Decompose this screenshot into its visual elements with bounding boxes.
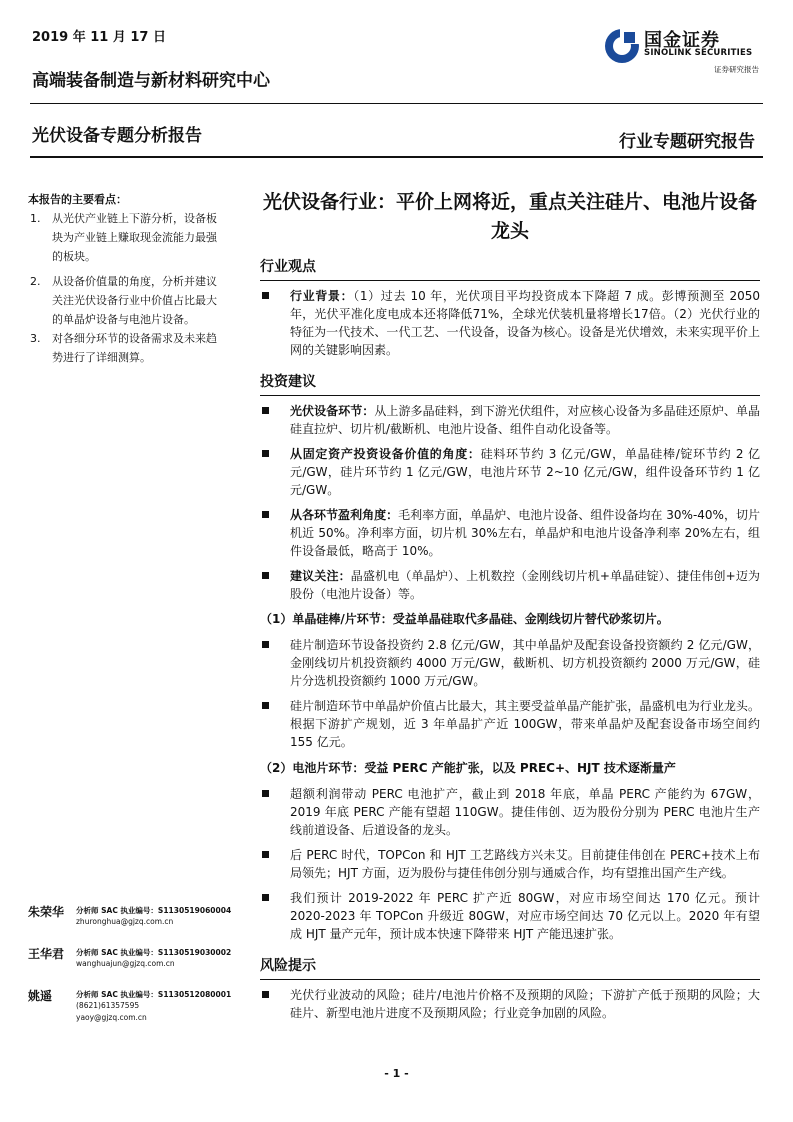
- list-item: 硅片制造环节设备投资约 2.8 亿元/GW，其中单晶炉及配套设备投资额约 2 亿元/GW，金刚线切片机投资额约 4000 万元/GW，截断机、切方机投资额约 2000 万元/GW，硅片分选机投资额约 1000 万元/GW。: [260, 636, 760, 690]
- analyst-entry: [28, 945, 258, 983]
- subheading-wafer: （1）单晶硅棒/片环节：受益单晶硅取代多晶硅、金刚线切片替代砂浆切片。: [260, 612, 669, 626]
- section-heading-risk: 风险提示: [260, 957, 760, 980]
- bullet-square-icon: [262, 292, 269, 299]
- report-type: 行业专题研究报告: [619, 132, 755, 152]
- list-item: 从固定资产投资设备价值的角度：硅料环节约 3 亿元/GW，单晶硅棒/锭环节约 2 亿元/GW，硅片环节约 1 亿元/GW，电池片环节 2~10 亿元/GW，组件设备环节约 1 亿元/GW。: [260, 445, 760, 499]
- sinolink-logo-icon: [604, 28, 640, 64]
- analyst-license: 分析师 SAC 执业编号：S1130519060004: [76, 906, 232, 915]
- list-item: 我们预计 2019-2022 年 PERC 扩产近 80GW，对应市场空间达 170 亿元。预计 2020-2023 年 TOPCon 升级近 80GW，对应市场空间达 70 亿元以上。2020 年有望成 HJT 量产元年，预计成本快速下降带来 HJT 产能迅速扩张。: [260, 889, 760, 943]
- bullet-square-icon: [262, 702, 269, 709]
- analyst-email[interactable]: yaoy@gjzq.com.cn: [76, 1013, 147, 1022]
- main-content: [260, 188, 760, 1029]
- list-item: 光伏行业波动的风险；硅片/电池片价格不及预期的风险；下游扩产低于预期的风险；大硅片、新型电池片进度不及预期风险；行业竞争加剧的风险。: [260, 986, 760, 1022]
- logo-english-name: SINOLINK SECURITIES: [644, 48, 753, 58]
- page-number: - 1 -: [384, 1067, 409, 1080]
- logo-subtitle: 证券研究报告: [714, 65, 759, 74]
- page-title: 光伏设备行业：平价上网将近，重点关注硅片、电池片设备龙头: [262, 191, 757, 242]
- analyst-name: 朱荣华: [28, 905, 65, 919]
- list-item: 光伏设备环节：从上游多晶硅料，到下游光伏组件，对应核心设备为多晶硅还原炉、单晶硅直拉炉、切片机/截断机、电池片设备、组件自动化设备等。: [260, 402, 760, 438]
- list-item: 行业背景：（1）过去 10 年，光伏项目平均投资成本下降超 7 成。彭博预测至 2050 年，光伏平准化度电成本还将降低71%，全球光伏装机量将增长17倍。（2）光伏行业的特征为一代技术、一代工艺、一代设备，设备为核心。设备是光伏增效，未来实现平价上网的关键影响因素。: [260, 287, 760, 359]
- analyst-entry: [28, 987, 258, 1031]
- bullet-square-icon: [262, 851, 269, 858]
- section-heading-industry-view: 行业观点: [260, 258, 760, 281]
- list-item: 后 PERC 时代，TOPCon 和 HJT 工艺路线方兴未艾。目前捷佳伟创在 PERC+技术上布局领先；HJT 方面，迈为股份与捷佳伟创分别与通威合作，均有望推出国产生产线。: [260, 846, 760, 882]
- list-item: 1. 从光伏产业链上下游分析，设备板块为产业链上赚取现金流能力最强的板块。: [30, 212, 217, 263]
- bullet-square-icon: [262, 511, 269, 518]
- analyst-license: 分析师 SAC 执业编号：S1130512080001: [76, 990, 232, 999]
- list-item: 硅片制造环节中单晶炉价值占比最大，其主要受益单晶产能扩张，晶盛机电为行业龙头。根据下游扩产规划，近 3 年单晶扩产近 100GW，带来单晶炉及配套设备市场空间约 155 亿元。: [260, 697, 760, 751]
- analyst-name: 王华君: [28, 947, 65, 961]
- company-logo: [604, 26, 764, 76]
- bullet-square-icon: [262, 450, 269, 457]
- list-item: 从各环节盈利角度：毛利率方面，单晶炉、电池片设备、组件设备均在 30%-40%，切片机近 50%。净利率方面，切片机 30%左右，单晶炉和电池片设备净利率 20%左右，组件设备最低，略高于 10%。: [260, 506, 760, 560]
- divider: [30, 103, 763, 104]
- bullet-square-icon: [262, 991, 269, 998]
- bullet-square-icon: [262, 894, 269, 901]
- key-points-heading: 本报告的主要看点：: [28, 193, 127, 206]
- bullet-square-icon: [262, 790, 269, 797]
- research-center-name: 高端装备制造与新材料研究中心: [32, 71, 270, 91]
- key-points-sidebar: [28, 190, 224, 367]
- analyst-entry: [28, 903, 258, 941]
- divider: [30, 156, 763, 158]
- list-item: 超额利润带动 PERC 电池扩产，截止到 2018 年底，单晶 PERC 产能约为 67GW，2019 年底 PERC 产能有望超 110GW。捷佳伟创、迈为股份分别为 PERC 电池片生产线前道设备、后道设备的龙头。: [260, 785, 760, 839]
- logo-chinese-name: 国金证券: [644, 30, 720, 51]
- analyst-list: [28, 903, 258, 1035]
- analyst-name: 姚遥: [28, 989, 53, 1003]
- key-points-list: [28, 209, 224, 367]
- analyst-license: 分析师 SAC 执业编号：S1130519030002: [76, 948, 232, 957]
- bullet-square-icon: [262, 407, 269, 414]
- subheading-cell: （2）电池片环节：受益 PERC 产能扩张，以及 PREC+、HJT 技术逐渐量产: [260, 761, 676, 775]
- section-heading-investment: 投资建议: [260, 373, 760, 396]
- list-item: 3. 对各细分环节的设备需求及未来趋势进行了详细测算。: [30, 332, 217, 364]
- list-item: 建议关注：晶盛机电（单晶炉）、上机数控（金刚线切片机+单晶硅锭）、捷佳伟创+迈为股份（电池片设备）等。: [260, 567, 760, 603]
- analyst-email[interactable]: wanghuajun@gjzq.com.cn: [76, 959, 175, 968]
- list-item: 2. 从设备价值量的角度，分析并建议关注光伏设备行业中价值占比最大的单晶炉设备与电池片设备。: [30, 275, 217, 326]
- report-title: 光伏设备专题分析报告: [32, 126, 202, 146]
- bullet-square-icon: [262, 572, 269, 579]
- bullet-square-icon: [262, 641, 269, 648]
- report-date: 2019 年 11 月 17 日: [32, 30, 166, 45]
- analyst-email[interactable]: zhuronghua@gjzq.com.cn: [76, 917, 174, 926]
- analyst-phone: (8621)61357595: [76, 1001, 140, 1010]
